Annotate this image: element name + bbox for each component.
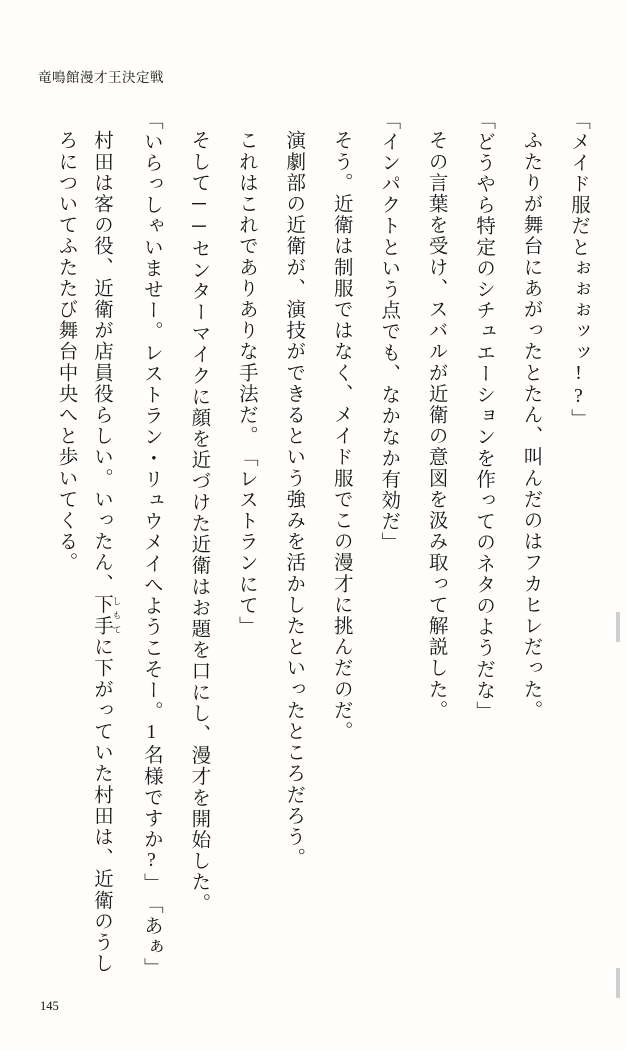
scan-edge-mark xyxy=(616,968,620,998)
paragraph: 「レストランにて」 xyxy=(235,446,257,637)
page-body xyxy=(36,110,596,980)
paragraph: 演劇部の近衛が、演技ができるという強みを活かしたといったところだろう。 xyxy=(283,130,305,869)
paragraph: 「どうやら特定のシチュエーションを作ってのネタのようだな」 xyxy=(473,110,495,722)
paragraph-with-ruby xyxy=(48,110,121,980)
paragraph: 「いらっしゃいませー。レストラン・リュウメイへようこそー。1名様ですか?」 xyxy=(140,110,162,894)
paragraph: 「インパクトという点でも、なかなか有効だ」 xyxy=(378,110,400,554)
paragraph: ふたりが舞台にあがったとたん、叫んだのはフカヒレだった。 xyxy=(520,130,542,721)
paragraph: その言葉を受け、スバルが近衛の意図を汲み取って解説した。 xyxy=(425,130,447,721)
ruby-text-before: 村田は客の役、近衛が店員役らしい。いったん、 xyxy=(90,130,112,595)
paragraph: 「メイド服だとぉぉぉッッ!?」 xyxy=(568,110,589,430)
page-number: 145 xyxy=(40,999,59,1013)
paragraph: そう。近衛は制服ではなく、メイド服でこの漫才に挑んだのだ。 xyxy=(330,130,352,742)
scan-edge-mark xyxy=(616,612,620,642)
paragraph: これはこれでありありな手法だ。 xyxy=(235,130,257,447)
ruby-reading: しもて xyxy=(111,594,122,637)
running-head: 竜鳴館漫才王決定戦 xyxy=(38,70,164,85)
ruby-annotation xyxy=(90,594,122,637)
ruby-base: 下手 xyxy=(90,594,112,637)
ruby-text-after: に下がっていた村田は、近衛のうしろについてふたたび舞台中央へと歩いてくる。 xyxy=(55,130,112,975)
paragraph: そして──センターマイクに顔を近づけた近衛はお題を口にし、漫才を開始した。 xyxy=(188,130,210,914)
paragraph: 「あぁ」 xyxy=(140,893,162,979)
